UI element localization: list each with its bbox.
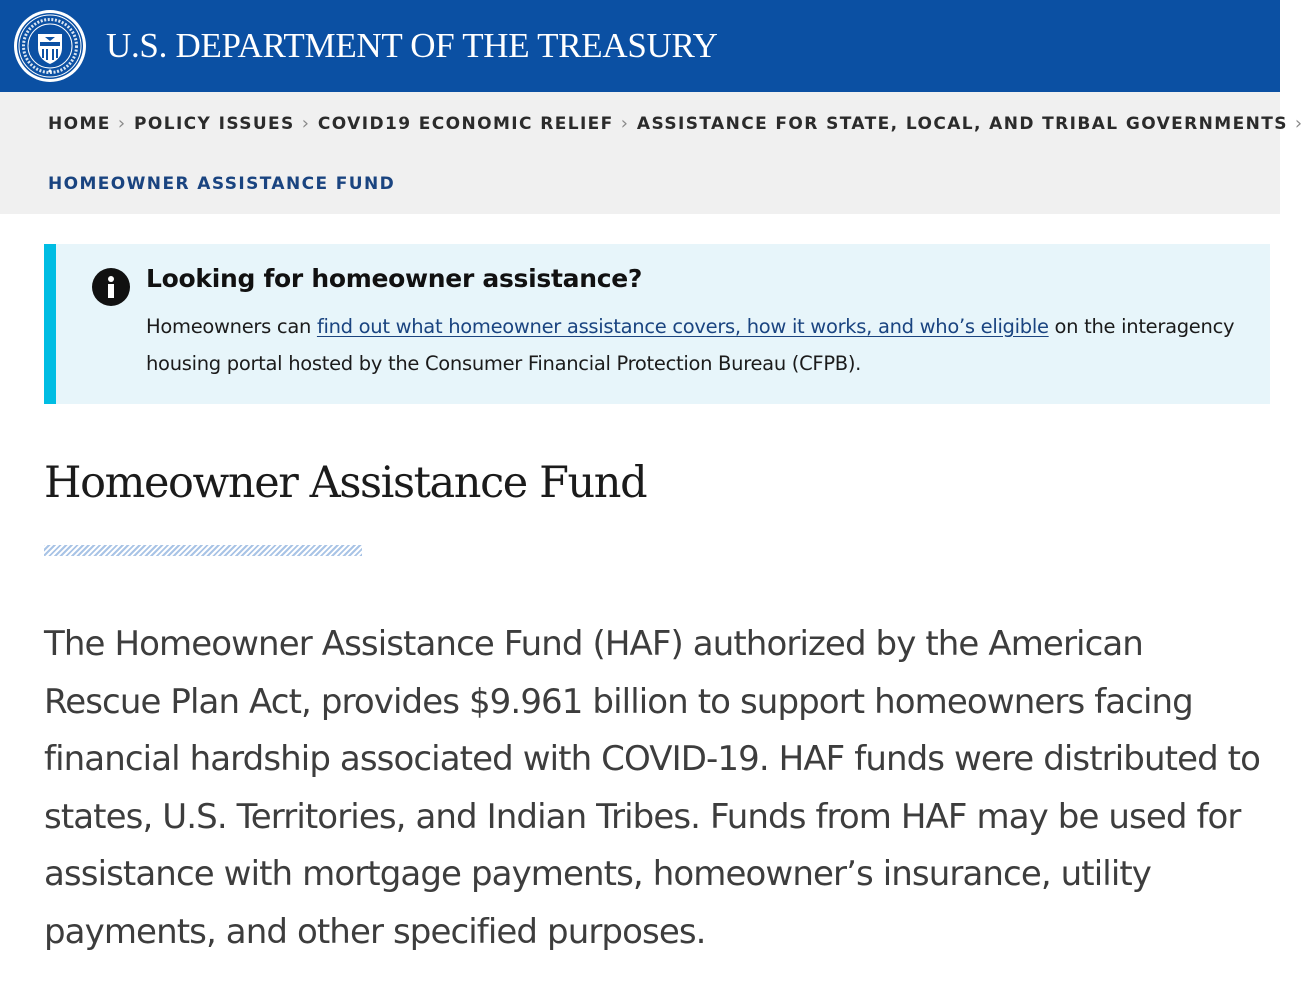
chevron-right-icon: › [620,113,628,134]
alert-text-after: on the interagency housing portal hosted by the Consumer Financial Protection Bureau (CFPB). [146,315,1235,375]
breadcrumb-row [48,174,395,194]
breadcrumb-covid19-relief-link[interactable]: COVID19 ECONOMIC RELIEF [317,113,614,134]
breadcrumb [0,92,1303,214]
alert-body [146,308,1256,382]
info-alert [44,244,1270,404]
cfpb-eligibility-link[interactable]: find out what homeowner assistance covers, how it works, and who’s eligible [316,315,1049,338]
chevron-right-icon: › [1294,113,1303,134]
chevron-right-icon: › [117,113,126,134]
page-title: Homeowner Assistance Fund [44,458,647,508]
breadcrumb-row [48,113,1311,134]
site-title-link[interactable]: U.S. DEPARTMENT OF THE TREASURY [106,26,718,65]
breadcrumb-policy-issues-link[interactable]: POLICY ISSUES [134,113,295,134]
site-header [0,0,1280,92]
breadcrumb-current-page: HOMEOWNER ASSISTANCE FUND [48,174,396,194]
info-icon [92,268,130,306]
alert-heading: Looking for homeowner assistance? [146,264,643,293]
title-underline-decoration [44,545,362,556]
treasury-seal-icon[interactable] [12,8,88,84]
alert-text-before: Homeowners can [146,315,317,338]
chevron-right-icon: › [301,113,309,134]
breadcrumb-state-local-tribal-link[interactable]: ASSISTANCE FOR STATE, LOCAL, AND TRIBAL GOVERNMENTS [636,113,1288,134]
intro-paragraph: The Homeowner Assistance Fund (HAF) authorized by the American Rescue Plan Act, provides $9.961 billion to support homeowners facing financial hardship associated with COVID-19. HAF funds were distributed to states, U.S. Territories, and Indian Tribes. Funds from HAF may be used for assistance with mortgage payments, homeowner’s insurance, utility payments, and other specified purposes. [44,624,1261,952]
breadcrumb-home-link[interactable]: HOME [48,113,111,134]
